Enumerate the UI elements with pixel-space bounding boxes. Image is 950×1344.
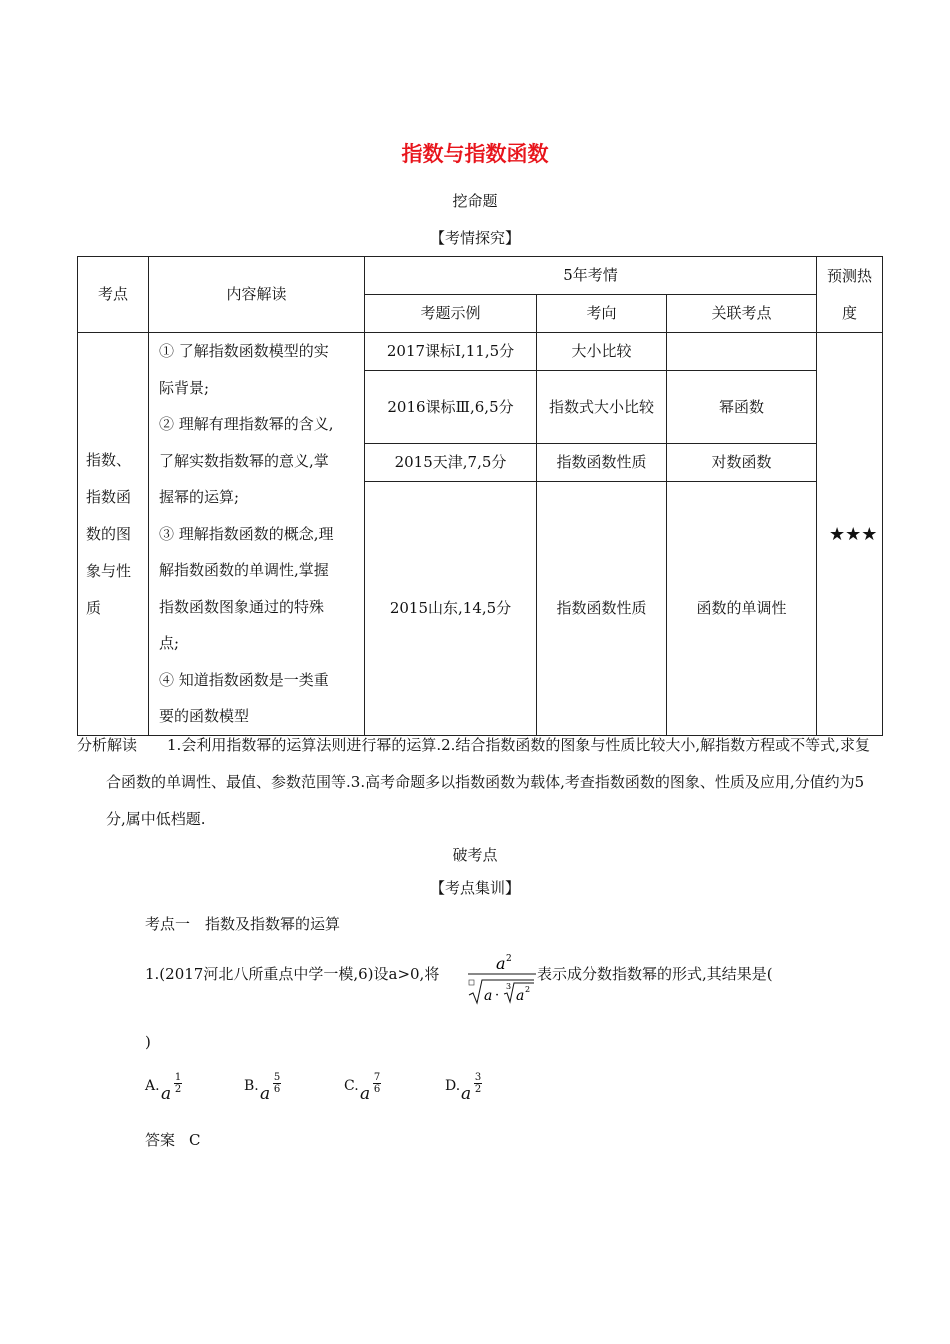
content-cell xyxy=(149,333,365,736)
direction-cell: 指数函数性质 xyxy=(537,444,667,482)
exponent-denominator: 2 xyxy=(174,1084,182,1095)
exponent-denominator: 2 xyxy=(474,1084,482,1095)
fraction-expression xyxy=(466,950,540,1010)
option-label: A. xyxy=(145,1078,160,1094)
fraction-numerator-a: a xyxy=(496,954,506,973)
answer-label: 答案 xyxy=(145,1131,176,1149)
example-cell: 2016课标Ⅲ,6,5分 xyxy=(365,371,537,444)
exam-analysis-table xyxy=(77,256,883,736)
inner-radicand-exp: 2 xyxy=(525,985,531,994)
topic-heading: 考点一 指数及指数幂的运算 xyxy=(145,915,341,933)
content-line: ① 了解指数函数模型的实 xyxy=(159,342,329,360)
content-line: ② 理解有理指数幂的含义, xyxy=(159,415,334,433)
exponent-numerator: 7 xyxy=(373,1072,381,1083)
related-cell: 幂函数 xyxy=(667,371,817,444)
exponent-numerator: 1 xyxy=(174,1072,182,1083)
root-index-placeholder xyxy=(469,980,474,985)
header-shili: 考题示例 xyxy=(365,295,537,333)
content-line: ③ 理解指数函数的概念,理 xyxy=(159,524,334,543)
example-cell: 2015山东,14,5分 xyxy=(365,482,537,736)
related-cell: 函数的单调性 xyxy=(667,482,817,736)
option-base: a xyxy=(161,1084,172,1104)
option-label: D. xyxy=(445,1078,461,1094)
direction-cell: 指数函数性质 xyxy=(537,482,667,736)
kaodian-cell: 指数、指数函数的图象与性质 xyxy=(78,333,149,736)
option-exponent xyxy=(174,1072,182,1095)
heat-stars: ★★★ xyxy=(817,333,883,736)
radicand-a: a xyxy=(484,988,493,1004)
fraction-numerator-exp: 2 xyxy=(506,954,512,964)
related-cell: 对数函数 xyxy=(667,444,817,482)
direction-cell: 指数式大小比较 xyxy=(537,371,667,444)
option-base: a xyxy=(461,1084,472,1104)
option-exponent xyxy=(273,1072,281,1095)
header-neirong: 内容解读 xyxy=(149,257,365,333)
dot-operator: · xyxy=(495,988,500,1003)
example-cell: 2015天津,7,5分 xyxy=(365,444,537,482)
example-cell: 2017课标Ⅰ,11,5分 xyxy=(365,333,537,371)
page-title: 指数与指数函数 xyxy=(401,142,549,166)
section-heading-pokaodian: 破考点 xyxy=(452,846,498,864)
header-guanlian: 关联考点 xyxy=(667,295,817,333)
analysis-label: 分析解读 xyxy=(77,736,138,754)
header-kaodian: 考点 xyxy=(78,257,149,333)
question-suffix: 表示成分数指数幂的形式,其结果是( xyxy=(537,965,773,983)
content-line: 了解实数指数幂的意义,掌 xyxy=(159,451,329,470)
content-line: 要的函数模型 xyxy=(159,707,250,725)
content-line: 握幂的运算; xyxy=(159,488,240,506)
exponent-denominator: 6 xyxy=(273,1084,281,1095)
answer-value: C xyxy=(189,1131,201,1149)
related-cell xyxy=(667,333,817,371)
exponent-denominator: 6 xyxy=(373,1084,381,1095)
option-exponent xyxy=(474,1072,482,1095)
option-base: a xyxy=(260,1084,271,1104)
option-label: C. xyxy=(344,1078,359,1094)
content-line: ④ 知道指数函数是一类重 xyxy=(159,670,329,689)
content-line: 解指数函数的单调性,掌握 xyxy=(159,561,329,579)
header-yuce: 预测热度 xyxy=(817,257,883,333)
analysis-text: 1.会利用指数幂的运算法则进行幂的运算.2.结合指数函数的图象与性质比较大小,解指数方程或不等式,求复合函数的单调性、最值、参数范围等.3.高考命题多以指数函数为载体,考查指数函数的图象、性质及应用,分值约为5分,属中低档题. xyxy=(106,736,870,828)
answer-line xyxy=(145,1129,201,1150)
section-heading-wamingti: 挖命题 xyxy=(452,192,498,210)
content-line: 指数函数图象通过的特殊 xyxy=(159,597,325,616)
content-line: 际背景; xyxy=(159,378,210,397)
exponent-numerator: 3 xyxy=(474,1072,482,1083)
option-exponent xyxy=(373,1072,381,1095)
direction-cell: 大小比较 xyxy=(537,333,667,371)
section-subheading-kaoqing: 【考情探究】 xyxy=(429,229,520,247)
question-prefix: 1.(2017河北八所重点中学一模,6)设a>0,将 xyxy=(145,965,440,983)
content-line: 点; xyxy=(159,634,180,652)
analysis-paragraph xyxy=(77,727,882,838)
exponent-numerator: 5 xyxy=(273,1072,281,1083)
header-kaoxiang: 考向 xyxy=(537,295,667,333)
section-subheading-jixun: 【考点集训】 xyxy=(429,879,520,897)
inner-root-index: 3 xyxy=(506,982,512,991)
option-base: a xyxy=(360,1084,371,1104)
option-label: B. xyxy=(244,1078,259,1094)
inner-radicand-a: a xyxy=(516,988,525,1004)
header-five-year: 5年考情 xyxy=(365,257,817,295)
question-close-paren: ) xyxy=(145,1033,151,1051)
